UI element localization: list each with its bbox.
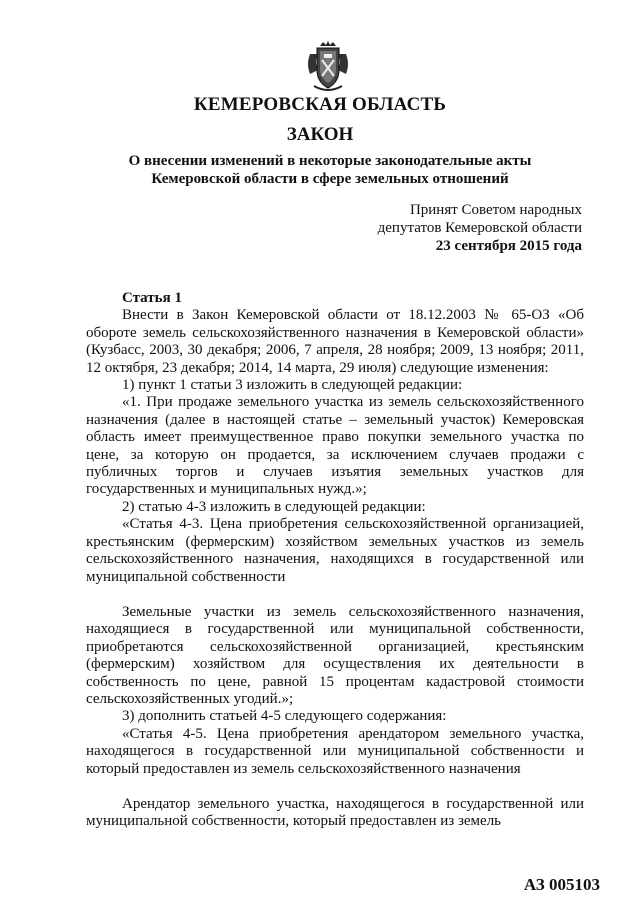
kemerovo-coat-of-arms-icon [304, 40, 352, 92]
paragraph: 1) пункт 1 статьи 3 изложить в следующей редакции: [122, 377, 463, 394]
law-subject [60, 152, 600, 188]
paragraph: Земельные участки из земель сельскохозяйственного назначения, находящиеся в государственной или муниципальной собственности, приобретаются сельскохозяйственной организацией, крестьянским (фермерским) хозяйством для осуществления их деятельности в собственность по цене, равной 15 процентам кадастровой стоимости сельскохозяйственных угодий.»; [86, 603, 584, 707]
adoption-line: депутатов Кемеровской области [377, 220, 582, 236]
region-title: КЕМЕРОВСКАЯ ОБЛАСТЬ [193, 94, 447, 115]
paragraph: 2) статью 4-3 изложить в следующей редакции: [122, 498, 426, 515]
adoption-block [378, 201, 582, 255]
paragraph: Арендатор земельного участка, находящегося в государственной или муниципальной собственности, который предоставлен из земель [86, 795, 584, 830]
law-subject-line: О внесении изменений в некоторые законодательные акты [128, 153, 532, 169]
paragraph: Внести в Закон Кемеровской области от 18.12.2003 № 65-ОЗ «Об обороте земель сельскохозяйственного назначения в Кемеровской области» (Кузбасс, 2003, 30 декабря; 2006, 7 апреля, 28 ноября; 2009, 13 ноября; 2011, 12 октября, 23 декабря; 2014, 14 марта, 29 июля) следующие изменения: [86, 307, 584, 376]
paragraph: «1. При продаже земельного участка из земель сельскохозяйственного назначения (далее в настоящей статье – земельный участок) Кемеровская область имеет преимущественное право покупки земельного участка по цене, за которую он продается, за исключением случаев продажи с публичных торгов и случаев изъятия земельных участков для государственных и муниципальных нужд.»; [86, 394, 584, 498]
law-body [86, 290, 584, 831]
law-subject-line: Кемеровской области в сфере земельных отношений [151, 171, 509, 187]
law-title: ЗАКОН [286, 124, 354, 145]
article-heading: Статья 1 [122, 290, 182, 306]
paragraph: 3) дополнить статьей 4-5 следующего содержания: [122, 708, 447, 725]
adoption-date: 23 сентября 2015 года [435, 238, 582, 254]
document-number: АЗ 005103 [523, 875, 600, 894]
adoption-line: Принят Советом народных [409, 202, 582, 218]
paragraph: «Статья 4-3. Цена приобретения сельскохозяйственной организацией, крестьянским (фермерским) хозяйством земельных участков из земель сельскохозяйственного назначения, находящихся в государственной или муниципальной собственности [86, 516, 584, 585]
paragraph: «Статья 4-5. Цена приобретения арендатором земельного участка, находящегося в государственной или муниципальной собственности и который предоставлен из земель сельскохозяйственного назначения [86, 725, 584, 777]
